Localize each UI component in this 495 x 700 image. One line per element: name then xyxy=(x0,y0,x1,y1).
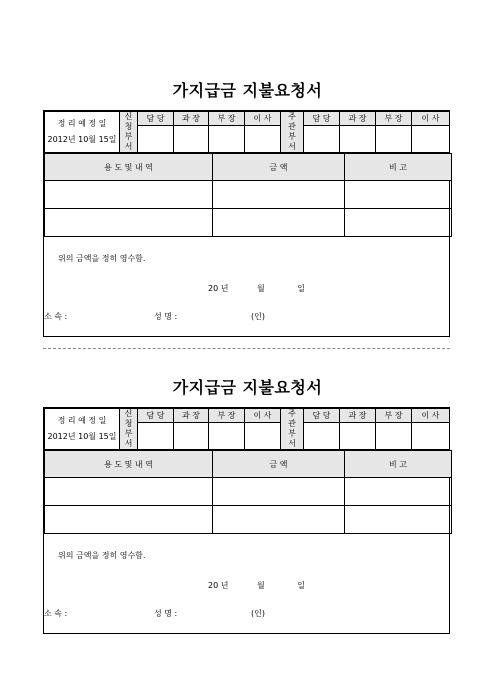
signature-box[interactable] xyxy=(174,126,209,153)
signature-box[interactable] xyxy=(209,423,245,450)
amount-cell[interactable] xyxy=(213,506,345,534)
col-usage-header: 용 도 및 내 역 xyxy=(45,154,213,181)
signature-box[interactable] xyxy=(340,423,376,450)
signature-box[interactable] xyxy=(304,423,340,450)
detail-table xyxy=(44,153,452,237)
month-field[interactable]: 월 xyxy=(257,284,265,293)
col-amount-header: 금 액 xyxy=(213,154,345,181)
cut-line xyxy=(43,348,450,349)
form-title: 가지급금 지불요청서 xyxy=(172,81,323,100)
col-amount-header: 금 액 xyxy=(213,451,345,478)
signature-box[interactable] xyxy=(138,126,174,153)
role-section-chief: 과 장 xyxy=(340,409,376,423)
date-line xyxy=(208,580,305,591)
receipt-text: 위의 금액을 정히 영수함. xyxy=(58,551,146,560)
form-title: 가지급금 지불요청서 xyxy=(172,378,323,397)
role-director: 이 사 xyxy=(245,409,281,423)
usage-cell[interactable] xyxy=(45,181,213,209)
supervisor-dept-label: 주 관 부 서 xyxy=(281,112,304,153)
date-label: 정 리 예 정 일 xyxy=(57,119,107,128)
supervisor-dept-label: 주 관 부 서 xyxy=(281,409,304,450)
seal-label: (인) xyxy=(251,312,265,321)
signature-box[interactable] xyxy=(245,423,281,450)
remarks-cell[interactable] xyxy=(345,506,452,534)
role-director: 이 사 xyxy=(412,112,450,126)
name-label: 성 명 : xyxy=(154,609,178,618)
name-label: 성 명 : xyxy=(154,312,178,321)
amount-cell[interactable] xyxy=(213,478,345,506)
role-dept-head: 부 장 xyxy=(376,409,412,423)
signature-box[interactable] xyxy=(174,423,209,450)
role-staff: 담 당 xyxy=(138,409,174,423)
signature-box[interactable] xyxy=(138,423,174,450)
seal-label: (인) xyxy=(251,609,265,618)
signer-line xyxy=(44,311,265,322)
date-value: 2012년 10월 15일 xyxy=(47,432,117,441)
detail-table xyxy=(44,450,452,534)
usage-cell[interactable] xyxy=(45,506,213,534)
role-section-chief: 과 장 xyxy=(174,409,209,423)
approval-table xyxy=(44,111,450,153)
year-field[interactable]: 20 년 xyxy=(208,284,229,293)
affiliation-label: 소 속 : xyxy=(44,312,68,321)
role-staff: 담 당 xyxy=(304,409,340,423)
usage-cell[interactable] xyxy=(45,209,213,237)
day-field[interactable]: 일 xyxy=(297,284,306,293)
date-value: 2012년 10월 15일 xyxy=(47,135,117,144)
receipt-text: 위의 금액을 정히 영수함. xyxy=(58,254,146,263)
remarks-cell[interactable] xyxy=(345,181,452,209)
role-staff: 담 당 xyxy=(138,112,174,126)
role-dept-head: 부 장 xyxy=(209,112,245,126)
remarks-cell[interactable] xyxy=(345,478,452,506)
signature-box[interactable] xyxy=(304,126,340,153)
date-line xyxy=(208,283,305,294)
col-remarks-header: 비 고 xyxy=(345,154,452,181)
date-cell xyxy=(45,409,120,450)
year-field[interactable]: 20 년 xyxy=(208,581,229,590)
signature-box[interactable] xyxy=(245,126,281,153)
applicant-dept-label: 신 청 부 서 xyxy=(120,112,138,153)
date-label: 정 리 예 정 일 xyxy=(57,416,107,425)
role-dept-head: 부 장 xyxy=(209,409,245,423)
role-staff: 담 당 xyxy=(304,112,340,126)
applicant-dept-label: 신 청 부 서 xyxy=(120,409,138,450)
affiliation-label: 소 속 : xyxy=(44,609,68,618)
role-director: 이 사 xyxy=(245,112,281,126)
day-field[interactable]: 일 xyxy=(297,581,306,590)
usage-cell[interactable] xyxy=(45,478,213,506)
role-section-chief: 과 장 xyxy=(340,112,376,126)
col-remarks-header: 비 고 xyxy=(345,451,452,478)
form-box xyxy=(43,110,450,337)
role-director: 이 사 xyxy=(412,409,450,423)
signature-box[interactable] xyxy=(376,126,412,153)
signature-box[interactable] xyxy=(412,423,450,450)
signature-box[interactable] xyxy=(209,126,245,153)
signer-line xyxy=(44,608,265,619)
amount-cell[interactable] xyxy=(213,181,345,209)
form-box xyxy=(43,407,450,634)
signature-box[interactable] xyxy=(376,423,412,450)
role-dept-head: 부 장 xyxy=(376,112,412,126)
role-section-chief: 과 장 xyxy=(174,112,209,126)
approval-table xyxy=(44,408,450,450)
signature-box[interactable] xyxy=(412,126,450,153)
date-cell xyxy=(45,112,120,153)
month-field[interactable]: 월 xyxy=(257,581,265,590)
amount-cell[interactable] xyxy=(213,209,345,237)
remarks-cell[interactable] xyxy=(345,209,452,237)
signature-box[interactable] xyxy=(340,126,376,153)
col-usage-header: 용 도 및 내 역 xyxy=(45,451,213,478)
